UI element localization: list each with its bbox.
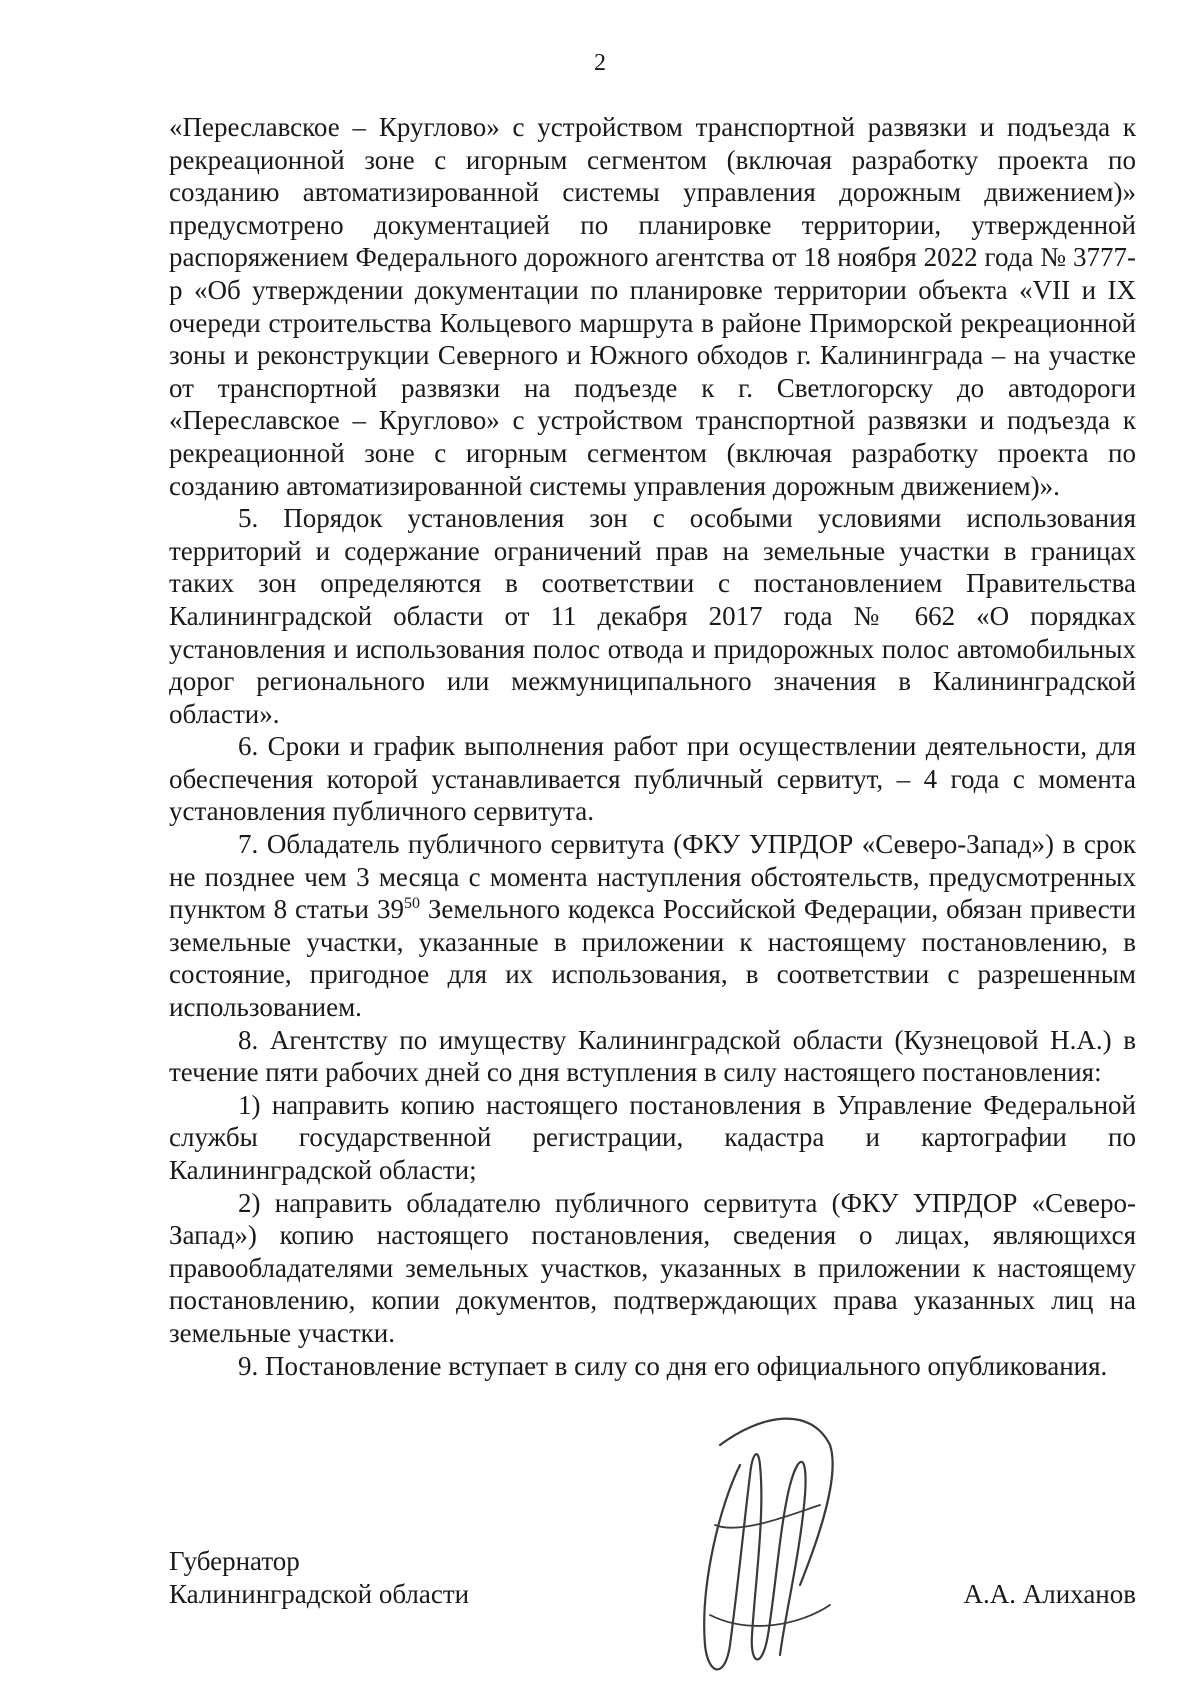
paragraph-continuation: «Переславское – Круглово» с устройством транспортной развязки и подъезда к рекреационной зоне с игорным сегментом (включая разработку проекта по созданию автоматизированной системы управления дорожным движением)» предусмотрено документацией по планировке территории, утвержденной распоряжением Федерального дорожного агентства от 18 ноября 2022 года № 3777-р «Об утверждении документации по планировке территории объекта «VII и IX очереди строительства Кольцевого маршрута в районе Приморской рекреационной зоны и реконструкции Северного и Южного обходов г. Калининграда – на участке от транспортной развязки на подъезде к г. Светлогорску до автодороги «Переславское – Круглово» с устройством транспортной развязки и подъезда к рекреационной зоне с игорным сегментом (включая разработку проекта по созданию автоматизированной системы управления дорожным движением)». bbox=[169, 112, 1136, 501]
handwritten-signature bbox=[680, 1385, 850, 1685]
paragraph-item-7-part2: Земельного кодекса Российской Федерации, обязан привести земельные участки, указанные в приложении к настоящему постановлению, в состояние, пригодное для их использования, в соответствии с разрешенным использованием. bbox=[169, 894, 1137, 1023]
paragraph-subitem-1: 1) направить копию настоящего постановления в Управление Федеральной службы государственной регистрации, кадастра и картографии по Калининградской области; bbox=[169, 1089, 1136, 1185]
paragraph-item-8: 8. Агентству по имуществу Калининградской области (Кузнецовой Н.А.) в течение пяти рабочих дней со дня вступления в силу настоящего постановления: bbox=[169, 1024, 1136, 1088]
document-body bbox=[169, 111, 1136, 1382]
paragraph-item-7 bbox=[169, 828, 1136, 1024]
paragraph-subitem-2: 2) направить обладателю публичного сервитута (ФКУ УПРДОР «Северо-Запад») копию настоящего постановления, сведения о лицах, являющихся правообладателями земельных участков, указанных в приложении к настоящему постановлению, копии документов, подтверждающих права указанных лиц на земельные участки. bbox=[169, 1187, 1136, 1348]
paragraph-item-6: 6. Сроки и график выполнения работ при осуществлении деятельности, для обеспечения которой устанавливается публичный сервитут, – 4 года с момента установления публичного сервитута. bbox=[169, 731, 1136, 827]
paragraph-item-9: 9. Постановление вступает в силу со дня его официального опубликования. bbox=[238, 1350, 1108, 1381]
paragraph-item-7-part1: 7. Обладатель публичного сервитута (ФКУ УПРДОР «Северо-Запад») в срок не позднее чем 3 месяца с момента наступления обстоятельств, предусмотренных пунктом 8 статьи 39 bbox=[169, 829, 1136, 925]
signatory-title-line2: Калининградской области bbox=[169, 1578, 470, 1609]
signatory-name: А.А. Алиханов bbox=[963, 1578, 1136, 1609]
signatory-title-line1: Губернатор bbox=[169, 1546, 300, 1576]
page-number: 2 bbox=[594, 50, 606, 76]
article-superscript: 50 bbox=[403, 895, 420, 913]
paragraph-item-5: 5. Порядок установления зон с особыми условиями использования территорий и содержание ограничений прав на земельные участки в границах таких зон определяются в соответствии с постановлением Правительства Калининградской области от 11 декабря 2017 года № 662 «О порядках установления и использования полос отвода и придорожных полос автомобильных дорог регионального или межмуниципального значения в Калининградской области». bbox=[169, 503, 1136, 729]
signature-block bbox=[169, 1545, 1136, 1610]
